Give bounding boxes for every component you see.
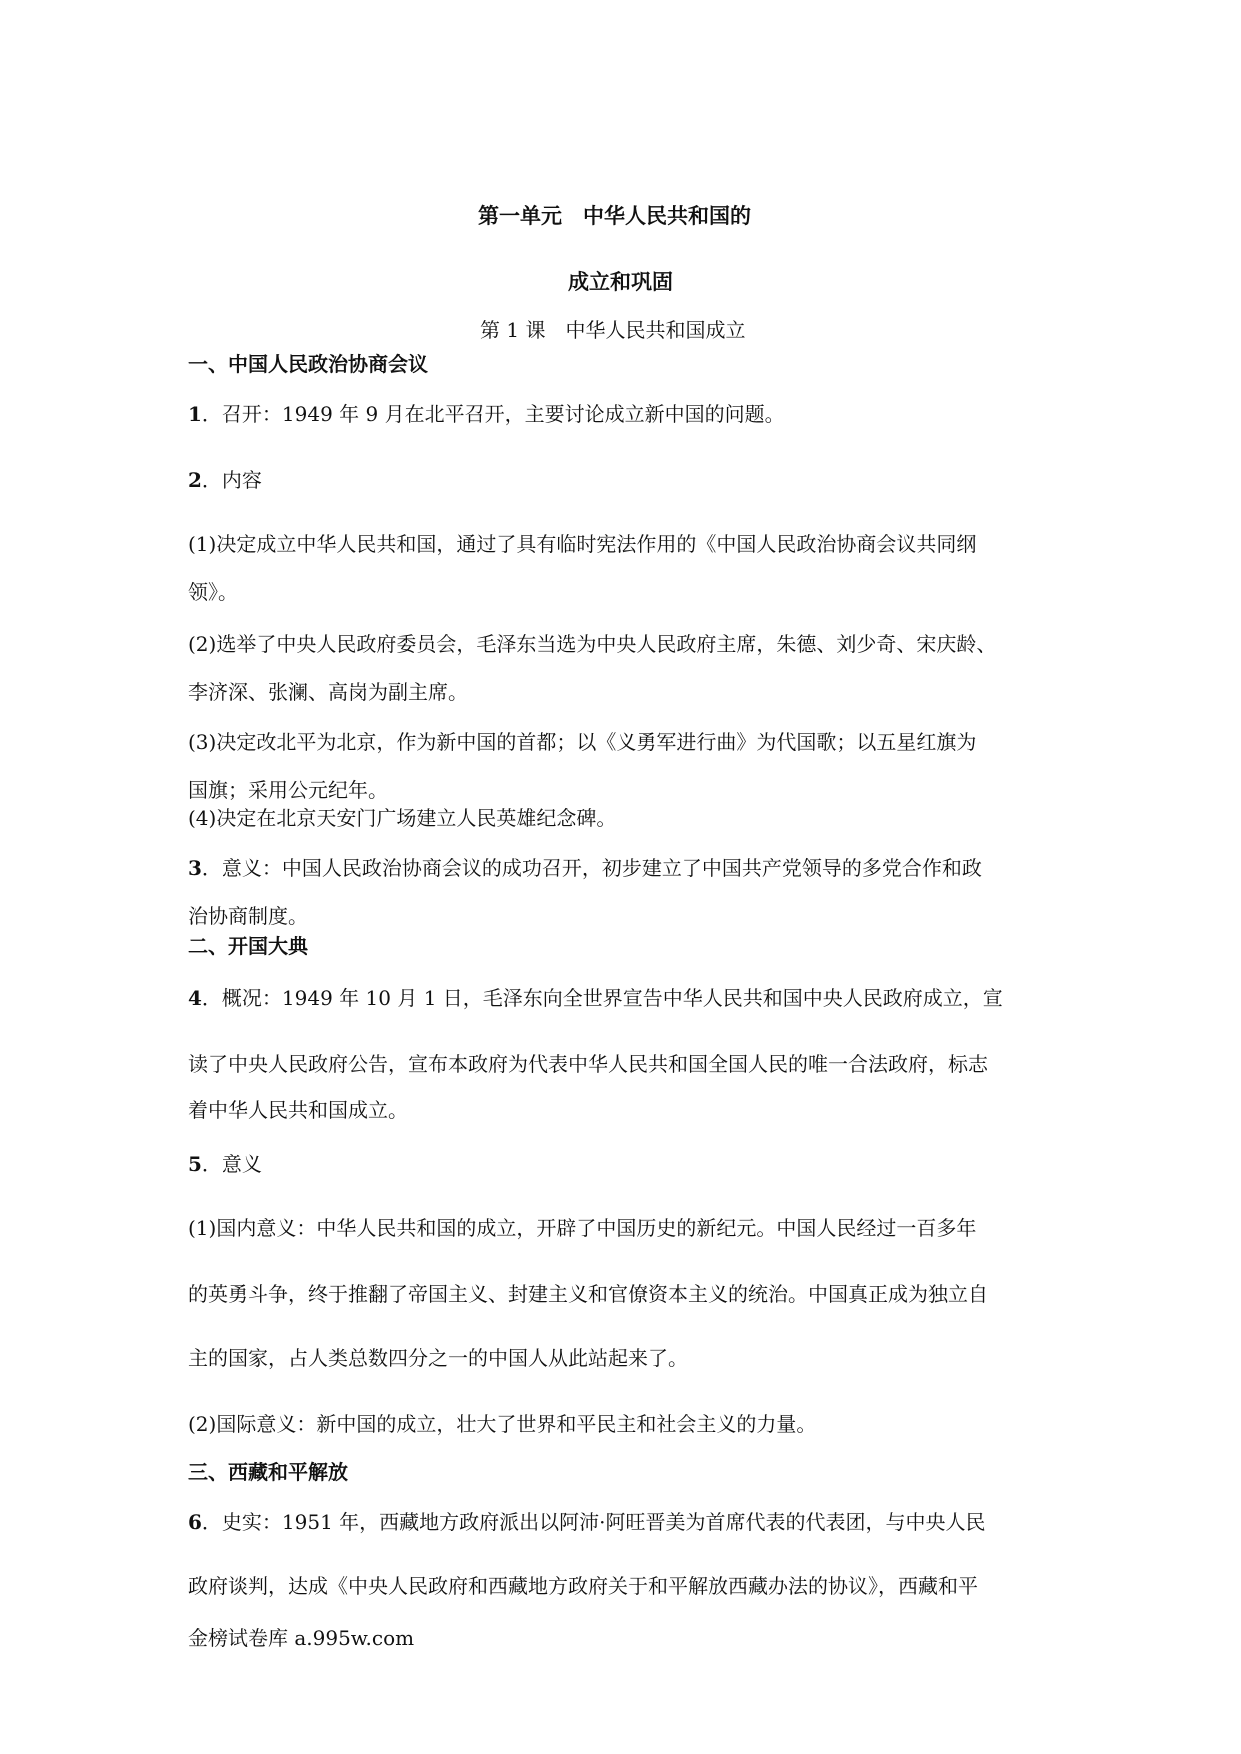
- paragraph-5-line-3: 主的国家，占人类总数四分之一的中国人从此站起来了。: [188, 1346, 688, 1370]
- item-number: 4: [188, 986, 202, 1010]
- footer-source: 金榜试卷库 a.995w.com: [188, 1626, 415, 1650]
- item-2: [188, 468, 262, 492]
- item-3-line-1: [188, 856, 982, 880]
- unit-title-line2: 成立和巩固: [568, 270, 673, 294]
- item-4-line-1: [188, 986, 1003, 1010]
- item-6-line-1: [188, 1510, 986, 1534]
- paragraph-3-line-2: 国旗；采用公元纪年。: [188, 778, 388, 802]
- paragraph-1-line-1: (1)决定成立中华人民共和国，通过了具有临时宪法作用的《中国人民政治协商会议共同纲: [188, 532, 977, 556]
- paragraph-6: (2)国际意义：新中国的成立，壮大了世界和平民主和社会主义的力量。: [188, 1412, 817, 1436]
- item-text: ．意义：中国人民政治协商会议的成功召开，初步建立了中国共产党领导的多党合作和政: [201, 856, 982, 880]
- paragraph-4: (4)决定在北京天安门广场建立人民英雄纪念碑。: [188, 806, 617, 830]
- item-3-line-2: 治协商制度。: [188, 904, 308, 928]
- item-number: 3: [188, 856, 202, 880]
- section-heading-2: 二、开国大典: [188, 934, 308, 958]
- item-number: 2: [188, 468, 202, 492]
- item-text: ．内容: [201, 468, 262, 492]
- item-1: [188, 402, 785, 426]
- paragraph-5-line-2: 的英勇斗争，终于推翻了帝国主义、封建主义和官僚资本主义的统治。中国真正成为独立自: [188, 1282, 988, 1306]
- item-number: 6: [188, 1510, 202, 1534]
- paragraph-2-line-2: 李济深、张澜、高岗为副主席。: [188, 680, 468, 704]
- item-text: ．召开：1949 年 9 月在北平召开，主要讨论成立新中国的问题。: [201, 402, 785, 426]
- item-text: ．意义: [201, 1152, 262, 1176]
- section-heading-1: 一、中国人民政治协商会议: [188, 352, 428, 376]
- item-text: ．史实：1951 年，西藏地方政府派出以阿沛·阿旺晋美为首席代表的代表团，与中央人民: [201, 1510, 986, 1534]
- item-number: 5: [188, 1152, 202, 1176]
- item-4-line-3: 着中华人民共和国成立。: [188, 1098, 408, 1122]
- unit-title-line1: 第一单元 中华人民共和国的: [478, 204, 751, 228]
- paragraph-3-line-1: (3)决定改北平为北京，作为新中国的首都；以《义勇军进行曲》为代国歌；以五星红旗为: [188, 730, 977, 754]
- item-4-line-2: 读了中央人民政府公告，宣布本政府为代表中华人民共和国全国人民的唯一合法政府，标志: [188, 1052, 988, 1076]
- paragraph-5-line-1: (1)国内意义：中华人民共和国的成立，开辟了中国历史的新纪元。中国人民经过一百多年: [188, 1216, 977, 1240]
- paragraph-1-line-2: 领》。: [188, 580, 238, 604]
- item-number: 1: [188, 402, 202, 426]
- item-5: [188, 1152, 262, 1176]
- section-heading-3: 三、西藏和平解放: [188, 1460, 348, 1484]
- paragraph-2-line-1: (2)选举了中央人民政府委员会，毛泽东当选为中央人民政府主席，朱德、刘少奇、宋庆龄、: [188, 632, 997, 656]
- item-6-line-2: 政府谈判，达成《中央人民政府和西藏地方政府关于和平解放西藏办法的协议》，西藏和平: [188, 1574, 978, 1598]
- item-text: ．概况：1949 年 10 月 1 日，毛泽东向全世界宣告中华人民共和国中央人民政府成立，宣: [201, 986, 1003, 1010]
- lesson-title: 第 1 课 中华人民共和国成立: [480, 318, 746, 342]
